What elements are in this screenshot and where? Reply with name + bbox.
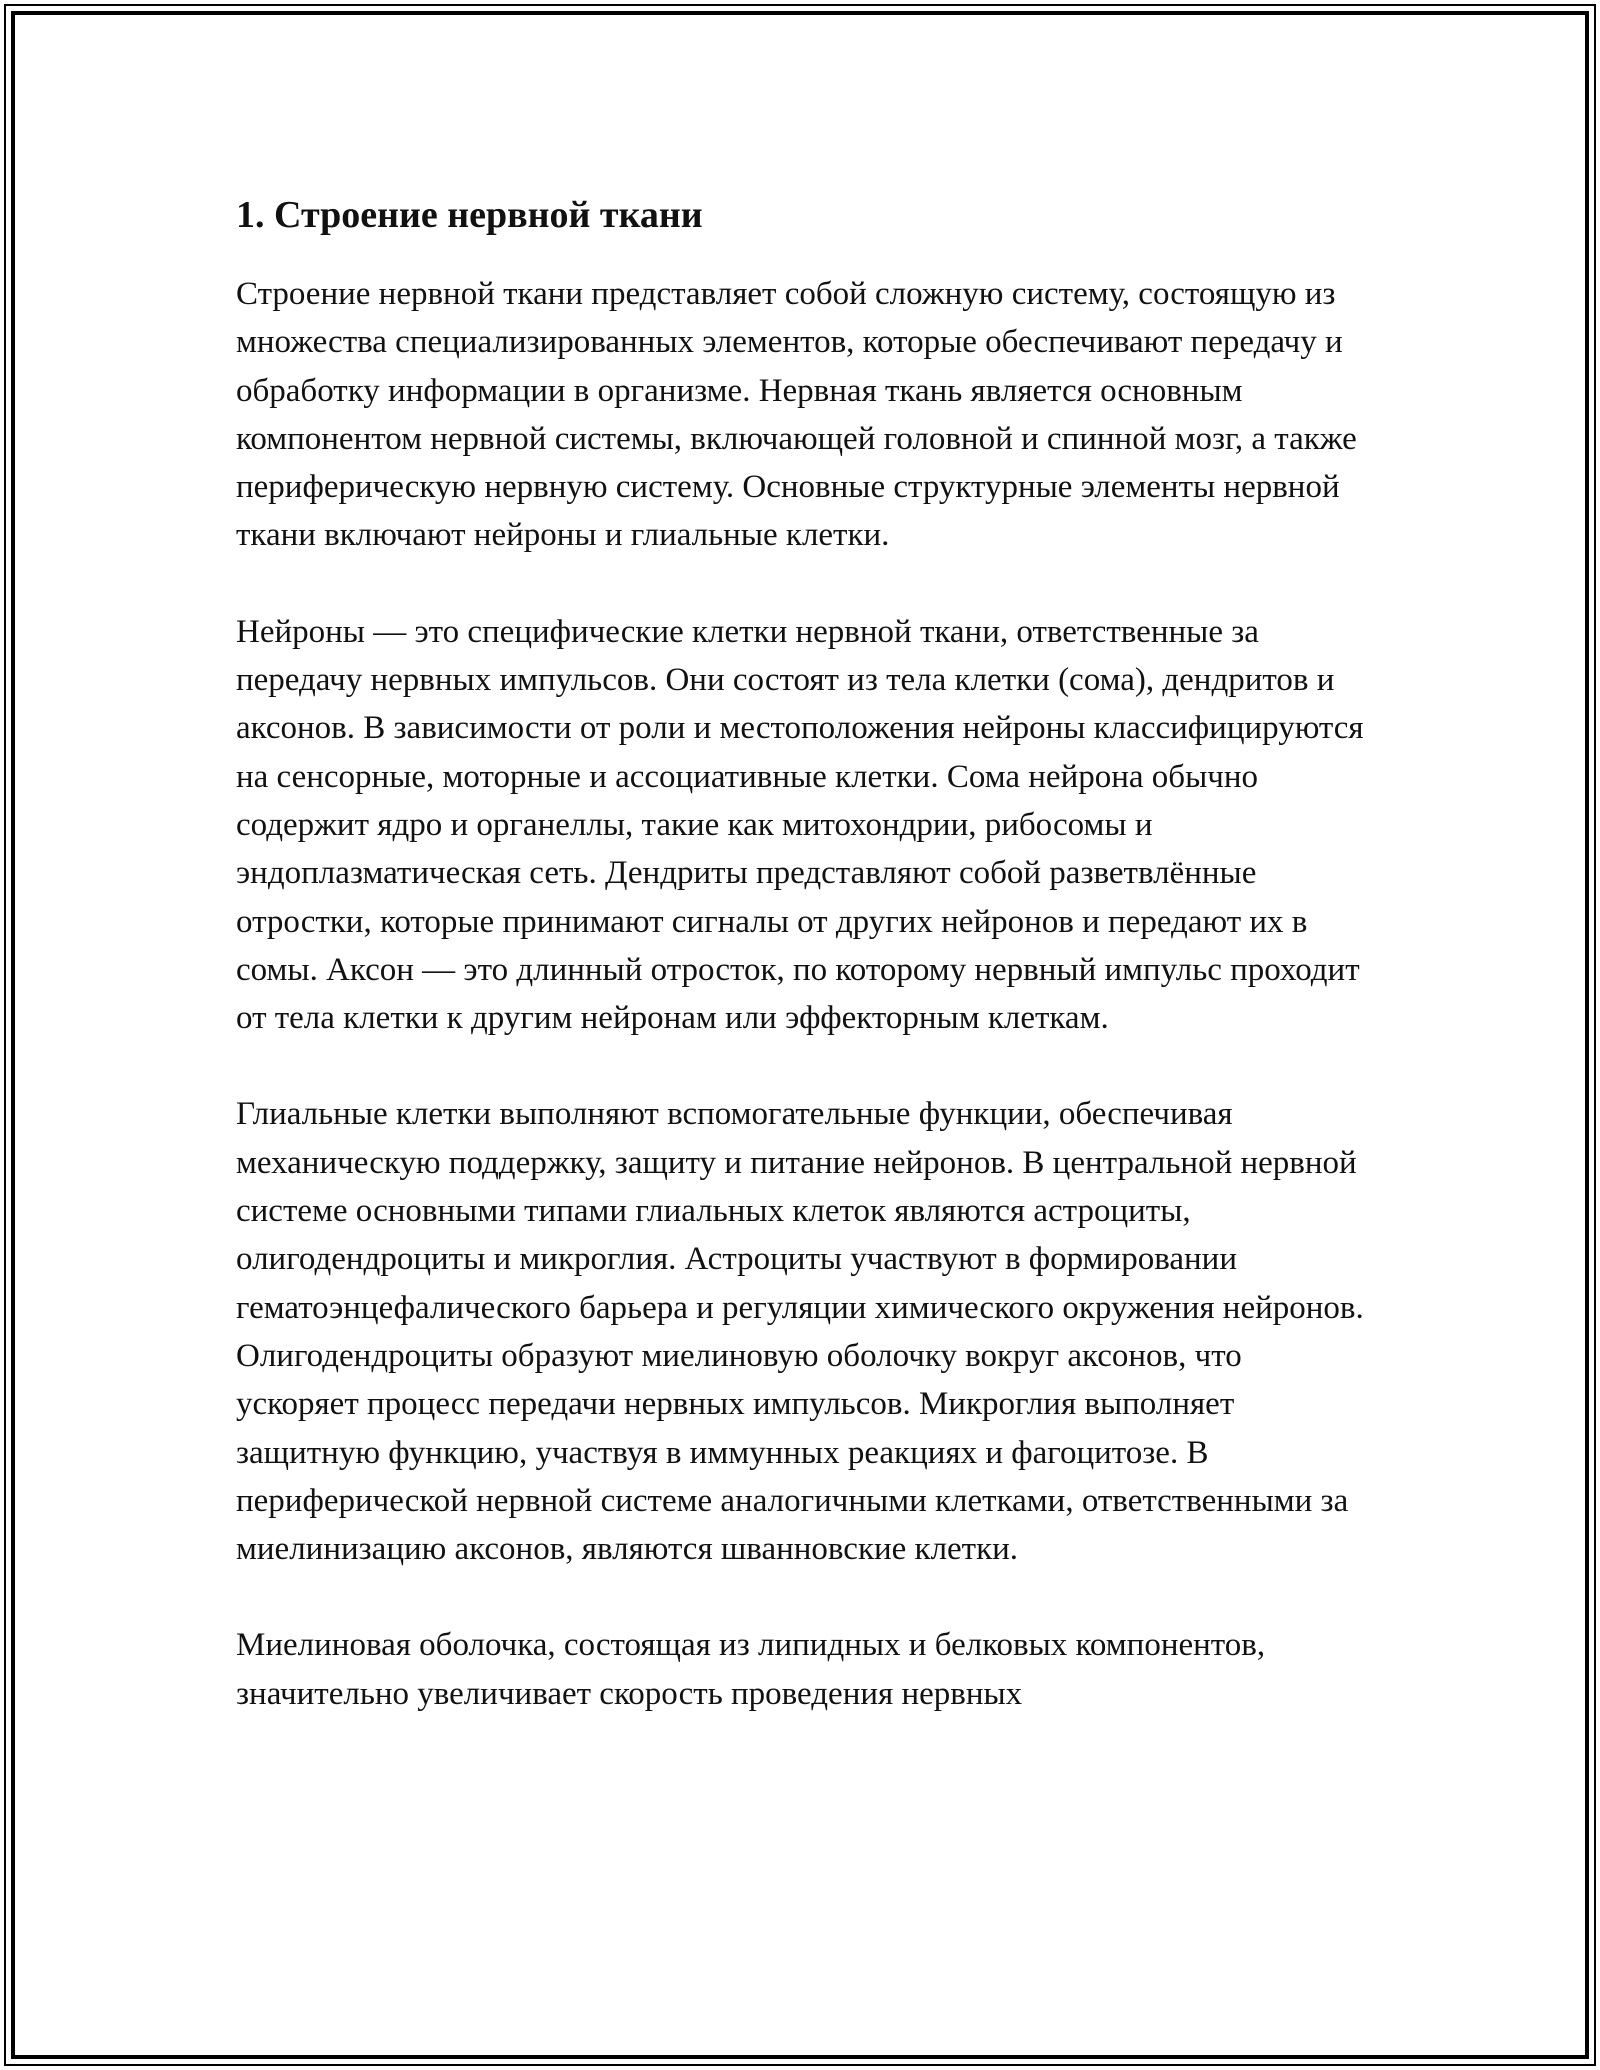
paragraph-neurons: Нейроны — это специфические клетки нервной ткани, ответственные за передачу нервных импульсов. Они состоят из тела клетки (сома), дендритов и аксонов. В зависимости от роли и местоположения нейроны классифицируются на сенсорные, моторные и ассоциативные клетки. Сома нейрона обычно содержит ядро и органеллы, такие как митохондрии, рибосомы и эндоплазматическая сеть. Дендриты представляют собой разветвлённые отростки, которые принимают сигналы от других нейронов и передают их в сомы. Аксон — это длинный отросток, по которому нервный импульс проходит от тела клетки к другим нейронам или эффекторным клеткам. (236, 613, 1364, 1037)
paragraph-intro: Строение нервной ткани представляет собой сложную систему, состоящую из множества специализированных элементов, которые обеспечивают передачу и обработку информации в организме. Нервная ткань является основным компонентом нервной системы, включающей головной и спинной мозг, а также периферическую нервную систему. Основные структурные элементы нервной ткани включают нейроны и глиальные клетки. (236, 276, 1357, 554)
document-body (236, 188, 1364, 1766)
paragraph-glial-cells: Глиальные клетки выполняют вспомогательные функции, обеспечивая механическую поддержку, защиту и питание нейронов. В центральной нервной системе основными типами глиальных клеток являются астроциты, олигодендроциты и микроглия. Астроциты участвуют в формировании гематоэнцефалического барьера и регуляции химического окружения нейронов. Олигодендроциты образуют миелиновую оболочку вокруг аксонов, что ускоряет процесс передачи нервных импульсов. Микроглия выполняет защитную функцию, участвуя в иммунных реакциях и фагоцитозе. В периферической нервной системе аналогичными клетками, ответственными за миелинизацию аксонов, являются шванновские клетки. (236, 1096, 1364, 1568)
paragraph-myelin: Миелиновая оболочка, состоящая из липидных и белковых компонентов, значительно увеличивает скорость проведения нервных (236, 1627, 1266, 1712)
section-heading: 1. Строение нервной ткани (236, 194, 703, 236)
